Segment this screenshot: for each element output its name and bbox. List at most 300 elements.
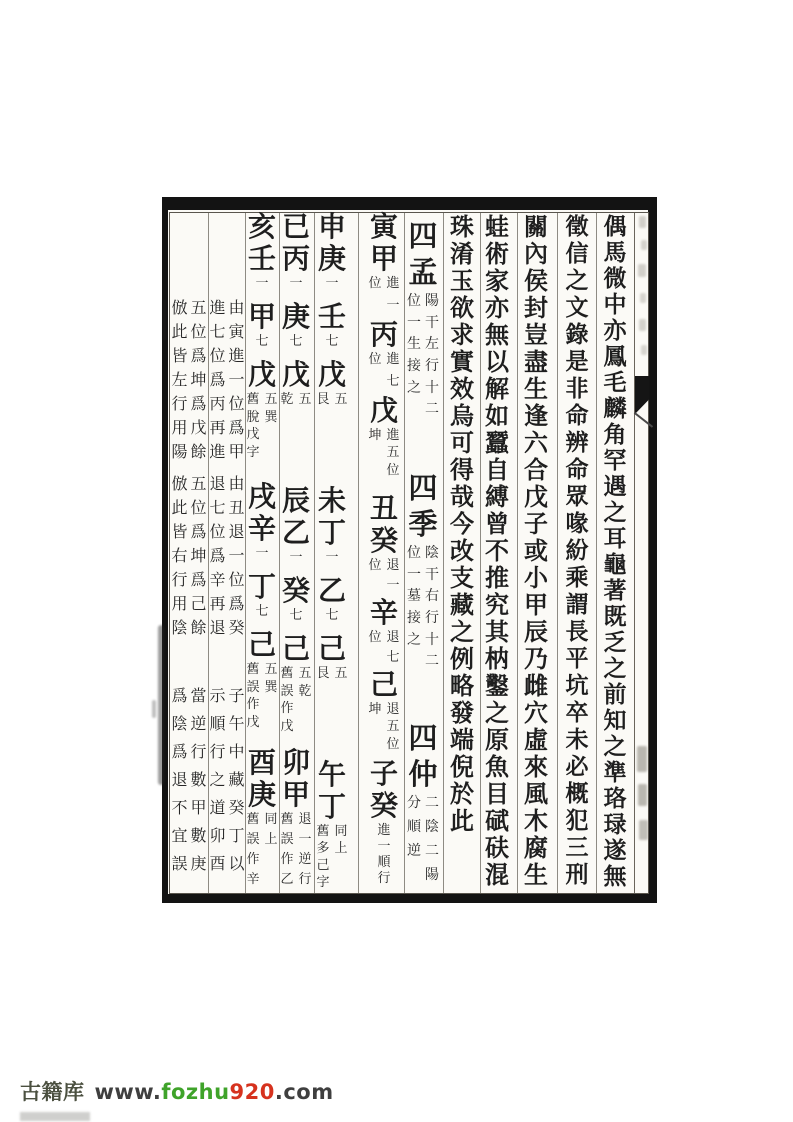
spine-fragment xyxy=(640,293,646,303)
char: 乃 xyxy=(524,644,548,673)
char: 坤 xyxy=(368,702,382,717)
char: 馬 xyxy=(603,239,627,266)
char: 左 xyxy=(171,370,188,389)
char: 爲 xyxy=(190,570,207,589)
char: 當 xyxy=(190,686,207,705)
char: 脫 xyxy=(246,409,260,425)
char: 戌 xyxy=(247,480,276,513)
char: 求 xyxy=(450,320,474,349)
char: 珞 xyxy=(603,785,627,812)
char: 今 xyxy=(450,509,474,538)
char: 如 xyxy=(485,401,509,430)
annotation-left xyxy=(170,476,189,644)
char: 位 xyxy=(368,630,382,645)
char: 巽 xyxy=(264,679,278,695)
text-run xyxy=(278,574,314,609)
char: 非 xyxy=(565,375,589,402)
char: 丁 xyxy=(317,516,346,549)
char: 逆 xyxy=(298,852,312,867)
char: 謂 xyxy=(565,591,589,618)
char: 辛 xyxy=(246,872,260,887)
char: 癸 xyxy=(228,618,245,637)
char: 己 xyxy=(369,668,398,701)
char: 午 xyxy=(317,758,346,791)
text-run xyxy=(562,215,592,890)
char: 此 xyxy=(171,322,188,341)
char: 藏 xyxy=(450,590,474,619)
gap xyxy=(278,429,314,487)
char: 盡 xyxy=(524,347,548,376)
char: 進 xyxy=(228,346,245,365)
char: 必 xyxy=(565,753,589,780)
gap xyxy=(405,424,441,474)
gap xyxy=(170,644,208,688)
char: 琭 xyxy=(603,811,627,838)
char: 子 xyxy=(369,757,398,790)
char: 之 xyxy=(603,655,627,682)
annotation-left xyxy=(314,825,332,893)
text-run xyxy=(278,210,314,277)
watermark-url-tld: .com xyxy=(274,1080,334,1104)
char: 七 xyxy=(209,498,226,517)
char: 子 xyxy=(228,686,245,705)
char: 三 xyxy=(565,834,589,861)
char: 爲 xyxy=(209,546,226,565)
watermark-url-number: 920 xyxy=(229,1080,275,1104)
char: 行 xyxy=(209,742,226,761)
char: 壬 xyxy=(247,242,276,275)
char: 位 xyxy=(209,522,226,541)
char: 得 xyxy=(450,455,474,484)
char: 乙 xyxy=(281,516,310,549)
text-run xyxy=(278,300,314,335)
char: 支 xyxy=(450,563,474,592)
char: 烏 xyxy=(450,401,474,430)
char: 位 xyxy=(368,352,382,367)
char: 一 xyxy=(407,314,421,331)
char: 順 xyxy=(407,819,421,835)
annotation-left xyxy=(278,667,296,737)
char: 五 xyxy=(298,666,312,681)
char: 爲 xyxy=(209,370,226,389)
gap xyxy=(314,703,350,761)
text-column-c7 xyxy=(366,210,402,888)
text-column-c11 xyxy=(208,300,246,884)
annotation-left xyxy=(366,703,384,755)
annotation-right xyxy=(227,688,246,884)
char: 餘 xyxy=(190,618,207,637)
char: 一 xyxy=(386,298,400,313)
char: 術 xyxy=(485,239,509,268)
char: 之 xyxy=(565,267,589,294)
char: 風 xyxy=(524,779,548,808)
char: 端 xyxy=(450,725,474,754)
char: 七 xyxy=(325,334,339,349)
char: 遂 xyxy=(603,837,627,864)
char: 眾 xyxy=(565,483,589,510)
spine-fragment xyxy=(641,345,647,355)
char: 陽 xyxy=(171,442,188,461)
char: 誤 xyxy=(280,683,294,699)
char: 陰 xyxy=(171,618,188,637)
char: 辛 xyxy=(247,512,276,545)
char: 四 xyxy=(408,471,438,505)
text-run xyxy=(520,212,552,890)
annotation-left xyxy=(366,631,384,671)
char: 亥 xyxy=(247,210,276,243)
text-column-c10 xyxy=(244,210,280,893)
char: 多 xyxy=(316,841,330,856)
annotation-right xyxy=(296,393,314,429)
char: 微 xyxy=(603,265,627,292)
annotation-left xyxy=(208,688,227,884)
text-run xyxy=(366,210,402,277)
char: 小 xyxy=(524,563,548,592)
char: 之 xyxy=(407,379,421,396)
char: 順 xyxy=(209,714,226,733)
annotation-right xyxy=(227,300,246,468)
char: 進 xyxy=(386,352,400,367)
char: 一 xyxy=(407,566,421,583)
annotation-right xyxy=(332,667,350,703)
text-run xyxy=(244,358,280,393)
char: 命 xyxy=(565,456,589,483)
annotation-left xyxy=(244,813,262,893)
char: 知 xyxy=(603,707,627,734)
char: 坤 xyxy=(190,370,207,389)
char: 作 xyxy=(280,701,294,716)
char: 十 xyxy=(425,379,439,396)
annotation-right xyxy=(262,663,280,733)
text-column-c5 xyxy=(446,212,478,836)
char: 可 xyxy=(450,428,474,457)
char: 不 xyxy=(171,798,188,817)
text-run xyxy=(405,219,441,294)
char: 戊 xyxy=(190,418,207,437)
spine-fragment xyxy=(639,216,646,228)
char: 五 xyxy=(334,666,348,681)
char: 分 xyxy=(407,795,421,811)
char: 合 xyxy=(524,455,548,484)
annotation-right xyxy=(423,294,441,424)
text-run xyxy=(366,492,402,559)
char: 珠 xyxy=(450,212,474,241)
annotation-right xyxy=(189,476,208,644)
text-run xyxy=(244,746,280,813)
char: 此 xyxy=(171,498,188,517)
annotation-right xyxy=(189,688,208,884)
char: 舊 xyxy=(280,812,294,827)
char: 乙 xyxy=(280,872,294,887)
char: 角 xyxy=(603,421,627,448)
char: 己 xyxy=(190,594,207,613)
text-run xyxy=(446,212,478,836)
char: 已 xyxy=(281,210,310,243)
char: 十 xyxy=(425,631,439,648)
char: 字 xyxy=(246,444,260,460)
annotation-right xyxy=(423,546,441,676)
char: 略 xyxy=(450,671,474,700)
char: 誤 xyxy=(280,832,294,847)
char: 二 xyxy=(425,843,439,859)
char: 庚 xyxy=(247,778,276,811)
char: 干 xyxy=(425,566,439,583)
char: 陽 xyxy=(425,867,439,883)
char: 之 xyxy=(485,698,509,727)
char: 辰 xyxy=(524,617,548,646)
char: 關 xyxy=(524,212,548,241)
annotation-right xyxy=(332,393,350,429)
annotation-right xyxy=(384,353,402,397)
char: 道 xyxy=(209,798,226,817)
char: 之 xyxy=(603,499,627,526)
char: 縛 xyxy=(485,482,509,511)
char: 一 xyxy=(377,839,391,854)
char: 干 xyxy=(425,314,439,331)
char: 陰 xyxy=(425,819,439,835)
char: 卯 xyxy=(209,826,226,845)
char: 原 xyxy=(485,725,509,754)
char: 甲 xyxy=(247,300,276,333)
text-run xyxy=(314,300,350,335)
char: 卯 xyxy=(281,746,310,779)
annotation-dual xyxy=(244,393,280,463)
char: 生 xyxy=(524,374,548,403)
char: 進 xyxy=(377,823,391,838)
char: 一 xyxy=(255,276,269,291)
text-run xyxy=(244,480,280,547)
char: 同 xyxy=(264,812,278,827)
char: 陰 xyxy=(425,545,439,561)
char: 喙 xyxy=(565,510,589,537)
annotation-right xyxy=(296,667,314,737)
annotation-right xyxy=(384,703,402,755)
annotation-right xyxy=(189,300,208,468)
char: 信 xyxy=(565,240,589,267)
text-column-c2 xyxy=(562,215,592,890)
annotation-dual xyxy=(314,393,350,429)
char: 寅 xyxy=(228,322,245,341)
char: 混 xyxy=(485,860,509,889)
char: 五 xyxy=(264,392,278,407)
char: 爲 xyxy=(171,686,188,705)
char: 行 xyxy=(425,609,439,626)
column-separator xyxy=(557,213,558,893)
char: 之 xyxy=(209,770,226,789)
char: 二 xyxy=(425,401,439,418)
annotation-dual xyxy=(278,667,314,737)
annotation-left xyxy=(366,353,384,397)
column-separator xyxy=(596,213,597,893)
annotation-right xyxy=(384,559,402,599)
text-run xyxy=(278,358,314,393)
char: 丁 xyxy=(317,790,346,823)
char: 五 xyxy=(386,445,400,461)
char: 五 xyxy=(334,392,348,407)
char: 戊 xyxy=(524,482,548,511)
char: 再 xyxy=(209,594,226,613)
char: 舊 xyxy=(246,662,260,677)
spine-fragment xyxy=(641,240,647,250)
char: 數 xyxy=(190,770,207,789)
char: 一 xyxy=(255,546,269,561)
annotation-dual xyxy=(170,688,208,884)
char: 子 xyxy=(524,509,548,538)
char: 是 xyxy=(565,348,589,375)
char: 行 xyxy=(298,872,312,887)
char: 位 xyxy=(228,570,245,589)
char: 七 xyxy=(386,650,400,665)
char: 一 xyxy=(298,832,312,847)
text-run xyxy=(600,215,630,891)
char: 虛 xyxy=(524,725,548,754)
char: 丑 xyxy=(369,492,398,525)
ink-smudge xyxy=(152,700,156,718)
char: 乙 xyxy=(317,574,346,607)
annotation-right xyxy=(262,813,280,893)
char: 作 xyxy=(246,852,260,867)
char: 曾 xyxy=(485,509,509,538)
char: 腐 xyxy=(524,833,548,862)
char: 行 xyxy=(171,394,188,413)
char: 退 xyxy=(386,630,400,645)
char: 進 xyxy=(386,428,400,443)
char: 丙 xyxy=(369,318,398,351)
char: 癸 xyxy=(369,789,398,822)
annotation-dual xyxy=(244,663,280,733)
char: 甲 xyxy=(281,778,310,811)
annotation-left xyxy=(314,667,332,703)
char: 己 xyxy=(317,632,346,665)
char: 亦 xyxy=(603,317,627,344)
char: 五 xyxy=(190,474,207,493)
char: 誤 xyxy=(171,854,188,873)
char: 寅 xyxy=(369,210,398,243)
annotation-left xyxy=(314,393,332,429)
char: 退 xyxy=(228,522,245,541)
char: 未 xyxy=(565,726,589,753)
char: 乾 xyxy=(298,683,312,699)
char: 右 xyxy=(425,588,439,605)
char: 由 xyxy=(228,474,245,493)
char: 辰 xyxy=(281,484,310,517)
annotation-single xyxy=(366,824,402,888)
char: 封 xyxy=(524,293,548,322)
annotation-left xyxy=(244,663,262,733)
char: 犯 xyxy=(565,807,589,834)
char: 一 xyxy=(325,276,339,291)
annotation-right xyxy=(384,277,402,321)
char: 蛙 xyxy=(485,212,509,241)
char: 生 xyxy=(407,336,421,353)
char: 申 xyxy=(317,210,346,243)
annotation-dual xyxy=(278,813,314,893)
char: 甲 xyxy=(190,798,207,817)
char: 爲 xyxy=(190,394,207,413)
char: 酉 xyxy=(209,854,226,873)
char: 以 xyxy=(485,347,509,376)
char: 遇 xyxy=(603,473,627,500)
spine-fragment xyxy=(638,784,647,806)
ink-smudge xyxy=(163,300,166,340)
annotation-left xyxy=(405,796,423,892)
char: 自 xyxy=(485,455,509,484)
text-run xyxy=(244,628,280,663)
spine-fragment xyxy=(639,820,648,840)
text-run xyxy=(366,318,402,353)
gap xyxy=(314,429,350,487)
char: 巽 xyxy=(264,409,278,425)
text-column-c8 xyxy=(314,210,350,893)
gap xyxy=(405,676,441,724)
column-separator xyxy=(443,213,444,893)
char: 舊 xyxy=(246,392,260,407)
char: 四 xyxy=(408,721,438,755)
char: 一 xyxy=(325,550,339,565)
char: 位 xyxy=(407,293,421,309)
annotation-right xyxy=(227,476,246,644)
char: 倣 xyxy=(171,474,188,493)
char: 行 xyxy=(425,357,439,374)
char: 甲 xyxy=(228,442,245,461)
char: 哉 xyxy=(450,482,474,511)
annotation-dual xyxy=(208,300,246,468)
char: 用 xyxy=(171,418,188,437)
char: 例 xyxy=(450,644,474,673)
text-run xyxy=(278,484,314,551)
char: 甲 xyxy=(524,590,548,619)
char: 欲 xyxy=(450,293,474,322)
annotation-left xyxy=(170,688,189,884)
char: 長 xyxy=(565,618,589,645)
annotation-right xyxy=(262,393,280,463)
char: 枘 xyxy=(485,644,509,673)
char: 木 xyxy=(524,806,548,835)
char: 豈 xyxy=(524,320,548,349)
text-run xyxy=(314,574,350,609)
char: 爲 xyxy=(228,418,245,437)
char: 辛 xyxy=(209,570,226,589)
char: 一 xyxy=(228,546,245,565)
char: 辛 xyxy=(369,596,398,629)
char: 誤 xyxy=(246,832,260,847)
char: 由 xyxy=(228,298,245,317)
text-run xyxy=(366,668,402,703)
char: 坤 xyxy=(368,428,382,443)
char: 準 xyxy=(603,759,627,786)
char: 之 xyxy=(450,617,474,646)
annotation-dual xyxy=(405,796,441,892)
char: 究 xyxy=(485,590,509,619)
char: 陽 xyxy=(425,293,439,309)
char: 庚 xyxy=(281,300,310,333)
char: 餘 xyxy=(190,442,207,461)
char: 生 xyxy=(524,860,548,889)
char: 墓 xyxy=(407,588,421,605)
char: 用 xyxy=(171,594,188,613)
char: 陰 xyxy=(171,714,188,733)
watermark-url-www: www. xyxy=(94,1080,162,1104)
char: 行 xyxy=(171,570,188,589)
char: 逆 xyxy=(190,714,207,733)
char: 舊 xyxy=(280,666,294,681)
char: 誤 xyxy=(246,679,260,695)
annotation-right xyxy=(384,631,402,671)
char: 四 xyxy=(408,219,438,253)
char: 退 xyxy=(386,702,400,717)
char: 之 xyxy=(603,733,627,760)
char: 此 xyxy=(450,806,474,835)
